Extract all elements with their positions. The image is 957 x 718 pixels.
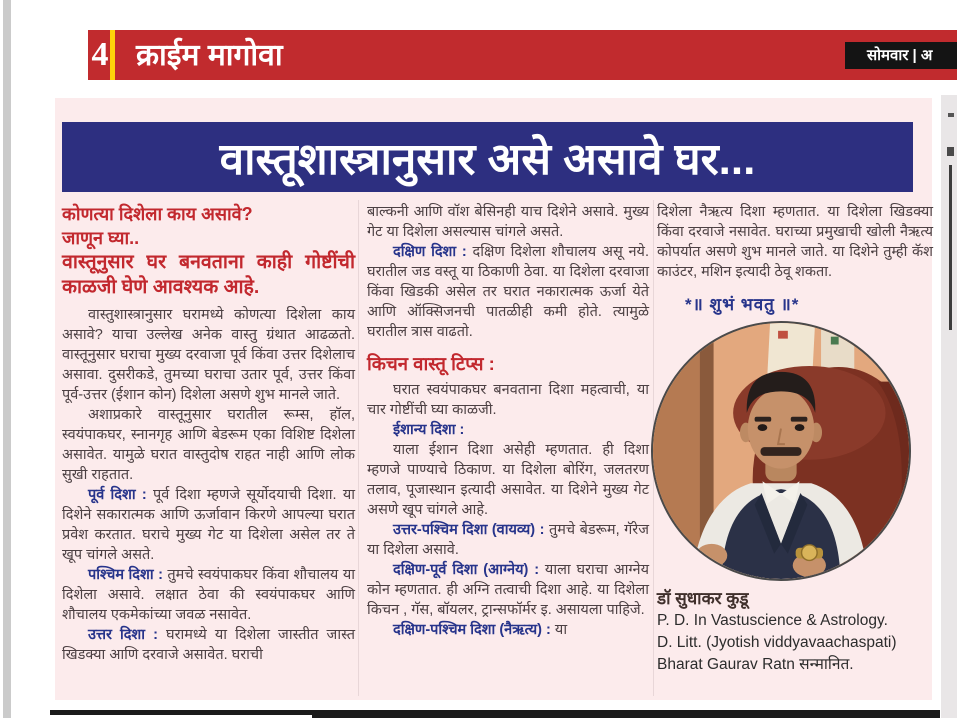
- paragraph-east: [62, 485, 355, 565]
- date-text: सोमवार | अ: [867, 47, 933, 64]
- caption-name: डॉ सुधाकर कुडू: [657, 589, 749, 608]
- adjacent-page-border: [949, 165, 952, 330]
- direction-lead-northwest: उत्तर-पश्चिम दिशा (वायव्य) :: [393, 522, 549, 538]
- column-2: [367, 202, 649, 640]
- headline-banner: [62, 122, 913, 192]
- date-box: [845, 42, 957, 69]
- direction-lead-west: पश्चिम दिशा :: [88, 567, 168, 583]
- portrait-illustration: [653, 323, 909, 579]
- paragraph-continuation: [367, 202, 649, 242]
- direction-lead-north: उत्तर दिशा :: [88, 627, 166, 643]
- paragraph-text: पूर्व दिशा म्हणजे सूर्योदयाची दिशा. या दिशेने सकारात्मक आणि ऊर्जावान किरणे आपल्या घरात प्रवेश करतात. घराचे मुख्य गेट या दिशेला असेल तर ते खूप चांगले असते.: [62, 487, 355, 563]
- caption-credential-3: Bharat Gaurav Ratn सन्मानित.: [657, 656, 854, 673]
- paragraph-text: याला ईशान दिशा असेही म्हणतात. ही दिशा म्हणजे पाण्याचे ठिकाण. या दिशेला बोरिंग, जलतरण तलाव, पूजास्थान इत्यादी असावेत. या दिशेने मुख्य गेट असणे खूप चांगले आहे.: [367, 442, 649, 518]
- paragraph: [62, 405, 355, 485]
- paragraph-west: [62, 565, 355, 625]
- adjacent-page-strip: [941, 95, 957, 718]
- caption-credential-1: P. D. In Vastuscience & Astrology.: [657, 612, 888, 629]
- paragraph-southeast: [367, 560, 649, 620]
- paragraph-text: दिशेला नैऋत्य दिशा म्हणतात. या दिशेला खिडक्या किंवा दरवाजे नसावेत. घराच्या प्रमुखाची खोली नैऋत्य कोपर्यात असणे शुभ मानले जाते. या दिशेने तुम्ही कॅश काउंटर, मशिन इत्यादी ठेवू शकता.: [657, 204, 933, 280]
- paragraph-text: घरात स्वयंपाकघर बनवताना दिशा महत्वाची, या चार गोष्टींची घ्या काळजी.: [367, 382, 649, 418]
- table-top-border-left: [50, 710, 312, 718]
- direction-lead-southwest: दक्षिण-पश्चिम दिशा (नैऋत्य) :: [393, 622, 555, 638]
- paragraph-text: अशाप्रकारे वास्तूनुसार घरातील रूम्स, हॉल, स्वयंपाकघर, स्नानगृह आणि बेडरूम एका विशिष्ट दिशेला असावेत. यामुळे घरात वास्तुदोष राहत नाही आणि लोक सुखी राहतात.: [62, 407, 355, 483]
- paragraph: [367, 380, 649, 420]
- caption-credential-2: D. Litt. (Jyotish viddyavaachaspati): [657, 634, 897, 651]
- paragraph-text: घरामध्ये या दिशेला जास्तीत जास्त खिडक्या आणि दरवाजे असावेत. घराची: [62, 627, 355, 663]
- paragraph-text: तुमचे बेडरूम, गॅरेज या दिशेला असावे.: [367, 522, 649, 558]
- adjacent-page-mark: [948, 113, 954, 117]
- blessing-line: *॥ शुभं भवतु ॥*: [685, 295, 800, 314]
- paragraph-text: याला घराचा आग्नेय कोन म्हणतात. ही अग्नि तत्वाची दिशा आहे. या दिशेला किचन , गॅस, बॉयलर, ट्रान्सफॉर्मर इ. असायला पाहिजे.: [367, 562, 649, 618]
- page-edge-strip-left: [3, 0, 11, 718]
- adjacent-page-mark: [947, 147, 954, 156]
- direction-lead-northeast: [367, 420, 649, 440]
- table-top-border-right: [312, 710, 940, 718]
- paragraph-text: वास्तुशास्त्रानुसार घरामध्ये कोणत्या दिशेला काय असावे? याचा उल्लेख अनेक वास्तु ग्रंथात आढळतो. वास्तूनुसार घराचा मुख्य दरवाजा पूर्व किंवा उत्तर दिशेलाच असावा. दुसरीकडे, तुमच्या घराचा उतार पूर्व, उत्तर किंवा पूर्व-उत्तर (ईशान कोन) दिशेला असणे शुभ मानले जाते.: [62, 307, 355, 403]
- paragraph-text: दक्षिण दिशेला शौचालय असू नये. घरातील जड वस्तू या ठिकाणी ठेवा. या दिशेला दरवाजा किंवा खिडकी असेल तर घरात नकारात्मक ऊर्जा येते आणि ऑक्सिजनची पातळीही कमी होते. त्यामुळे घरातील त्रास वाढतो.: [367, 244, 649, 340]
- paragraph-text: बाल्कनी आणि वॉश बेसिनही याच दिशेने असावे. मुख्य गेट या दिशेला असल्यास चांगले असते.: [367, 204, 649, 240]
- paragraph-southwest: [367, 620, 649, 640]
- column-rule-1: [358, 200, 359, 696]
- intro-heading-line2: जाणून घ्या..: [62, 228, 140, 248]
- paragraph-northwest: [367, 520, 649, 560]
- paragraph: [62, 305, 355, 405]
- portrait-photo: [651, 321, 911, 581]
- paragraph: [367, 440, 649, 520]
- intro-subheading: वास्तूनुसार घर बनवताना काही गोष्टींची काळजी घेणे आवश्यक आहे.: [62, 251, 355, 298]
- direction-lead-southeast: दक्षिण-पूर्व दिशा (आग्नेय) :: [393, 562, 545, 578]
- section-header-bar: [88, 30, 957, 80]
- paragraph-text: या: [554, 622, 568, 638]
- section-title: क्राईम मागोवा: [136, 39, 283, 72]
- headline-text: वास्तूशास्त्रानुसार असे असावे घर...: [219, 135, 756, 184]
- column-1: [62, 202, 355, 665]
- column-3: [657, 202, 933, 676]
- paragraph-south: [367, 242, 649, 342]
- direction-lead-south: दक्षिण दिशा :: [393, 244, 473, 260]
- page-number: 4: [91, 36, 109, 73]
- direction-lead-east: पूर्व दिशा :: [88, 487, 153, 503]
- article-block: [55, 98, 932, 700]
- intro-heading-line1: कोणत्या दिशेला काय असावे?: [62, 204, 253, 224]
- yellow-divider: [110, 30, 115, 80]
- paragraph-continuation: [657, 202, 933, 282]
- paragraph-north: [62, 625, 355, 665]
- paragraph-text: तुमचे स्वयंपाकघर किंवा शौचालय या दिशेला असावे. लक्षात ठेवा की स्वयंपाकघर आणि शौचालय एकमेकांच्या जवळ नसावेत.: [62, 567, 355, 623]
- lead-text: ईशान्य दिशा :: [393, 422, 465, 438]
- kitchen-tips-heading: किचन वास्तू टिप्स :: [367, 353, 495, 374]
